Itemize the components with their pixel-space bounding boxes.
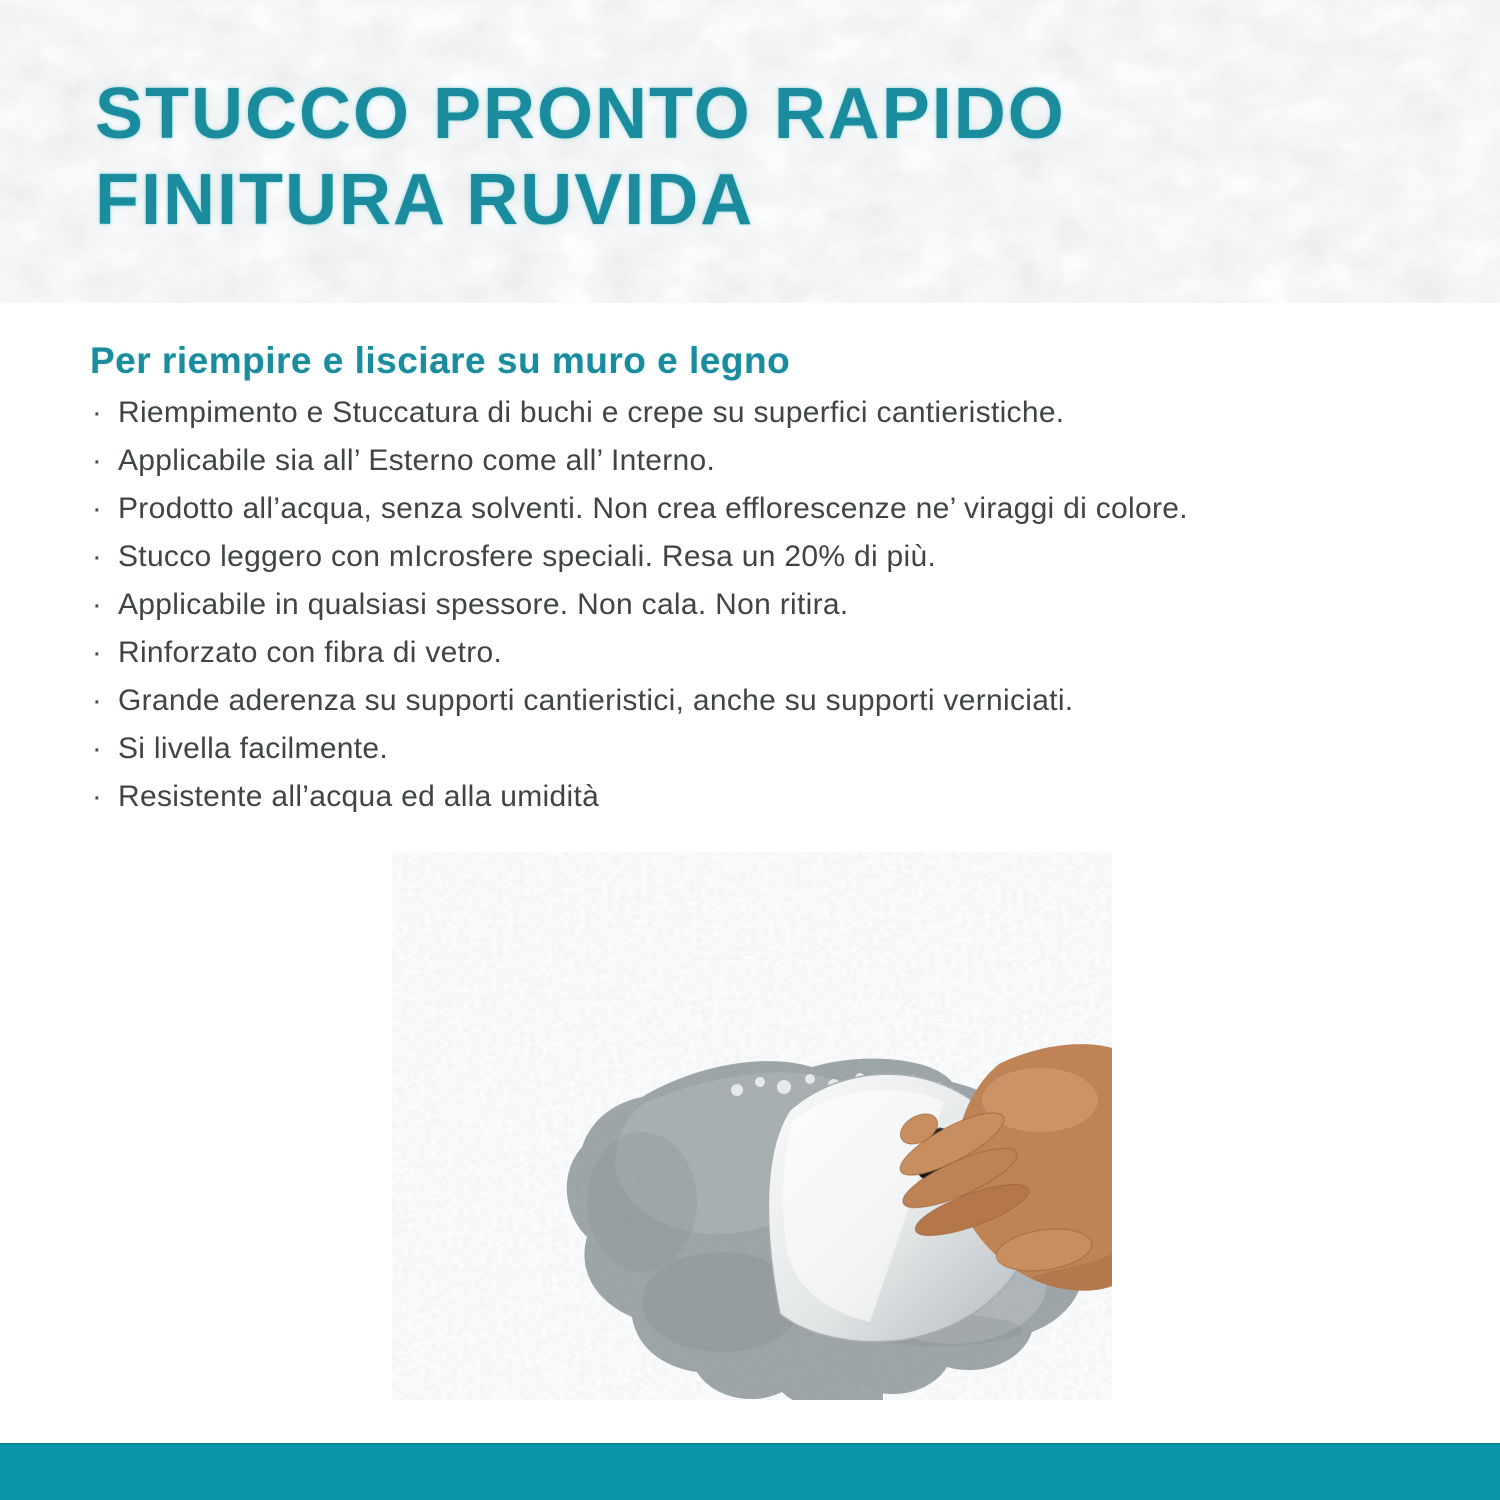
header-banner — [0, 0, 1500, 303]
feature-text: Grande aderenza su supporti cantieristici, anche su supporti verniciati. — [118, 684, 1074, 717]
feature-text: Stucco leggero con mIcrosfere speciali. Resa un 20% di più. — [118, 540, 937, 573]
footer-bar — [0, 1443, 1500, 1500]
bullet-dot: · — [91, 636, 103, 669]
feature-item — [90, 437, 1420, 485]
section-subtitle: Per riempire e lisciare su muro e legno — [90, 340, 791, 381]
feature-text: Applicabile in qualsiasi spessore. Non cala. Non ritira. — [118, 588, 849, 621]
feature-item — [90, 629, 1420, 677]
bullet-dot: · — [91, 588, 103, 621]
product-title — [95, 71, 1066, 243]
product-title-line1: STUCCO PRONTO RAPIDO — [95, 74, 1066, 154]
feature-item — [90, 533, 1420, 581]
bullet-dot: · — [91, 540, 103, 573]
feature-text: Riempimento e Stuccatura di buchi e crepe su superfici cantieristiche. — [118, 396, 1065, 429]
bullet-dot: · — [91, 732, 103, 765]
feature-item — [90, 581, 1420, 629]
feature-item — [90, 677, 1420, 725]
bullet-dot: · — [91, 780, 103, 813]
feature-item — [90, 485, 1420, 533]
bullet-dot: · — [91, 444, 103, 477]
feature-item — [90, 773, 1420, 821]
feature-text: Applicabile sia all’ Esterno come all’ Interno. — [118, 444, 716, 477]
feature-item — [90, 389, 1420, 437]
feature-item — [90, 725, 1420, 773]
feature-list — [90, 389, 1420, 821]
product-title-line2: FINITURA RUVIDA — [95, 160, 755, 240]
application-photo — [392, 852, 1112, 1400]
feature-text: Rinforzato con fibra di vetro. — [118, 636, 503, 669]
feature-text: Si livella facilmente. — [118, 732, 389, 765]
feature-text: Prodotto all’acqua, senza solventi. Non crea efflorescenze ne’ viraggi di colore. — [118, 492, 1188, 525]
bullet-dot: · — [91, 396, 103, 429]
bullet-dot: · — [91, 492, 103, 525]
feature-text: Resistente all’acqua ed alla umidità — [118, 780, 600, 813]
bullet-dot: · — [91, 684, 103, 717]
